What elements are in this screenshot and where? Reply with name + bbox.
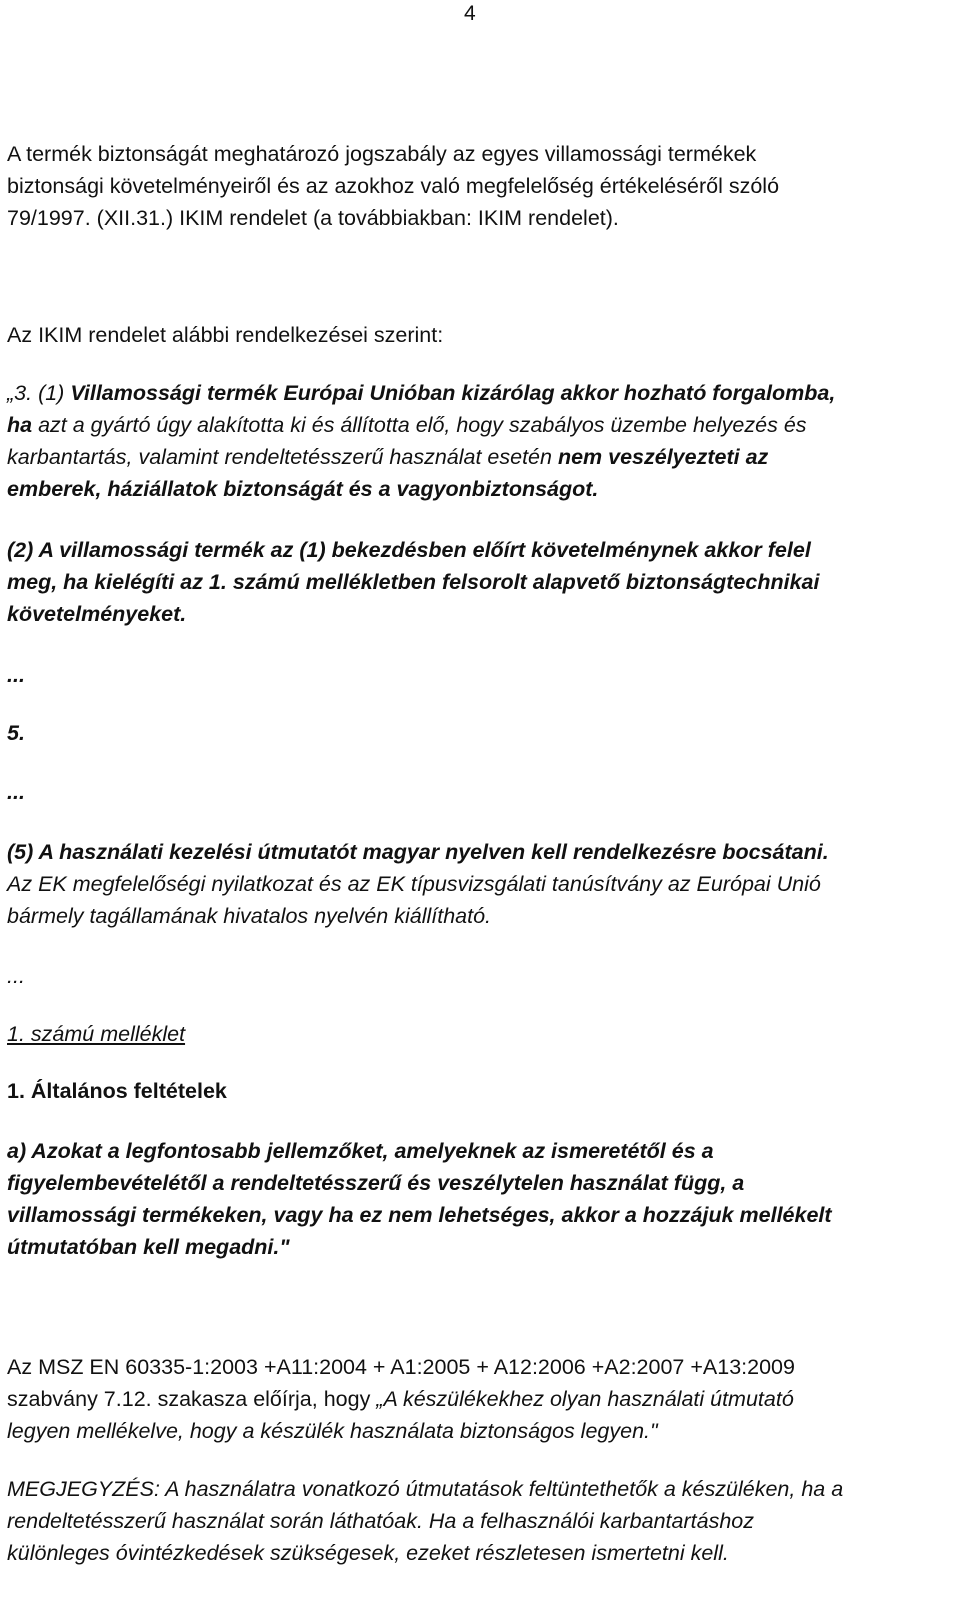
section-3-line-3-bold: nem veszélyezteti az: [557, 445, 769, 469]
section-5-heading: [7, 717, 947, 749]
point-a-line-1: a) Azokat a legfontosabb jellemzőket, amelyeknek az ismeretétől és a: [7, 1139, 714, 1163]
intro-line-3: 79/1997. (XII.31.) IKIM rendelet (a továbbiakban: IKIM rendelet).: [7, 206, 619, 230]
para-5-line-2: Az EK megfelelőségi nyilatkozat és az EK típusvizsgálati tanúsítvány az Európai Unió: [7, 872, 821, 896]
intro-paragraph: [7, 138, 947, 234]
lead-paragraph: [7, 319, 947, 351]
intro-line-2: biztonsági követelményeiről és az azokhoz való megfelelőség értékeléséről szóló: [7, 174, 780, 198]
standard-line-1: Az MSZ EN 60335-1:2003 +A11:2004 + A1:2005 + A12:2006 +A2:2007 +A13:2009: [7, 1355, 795, 1379]
para-5-line-3: bármely tagállamának hivatalos nyelvén kiállítható.: [7, 904, 492, 928]
para-5-line-1: (5) A használati kezelési útmutatót magyar nyelven kell rendelkezésre bocsátani.: [7, 840, 829, 864]
note-line-2: rendeltetésszerű használat során láthatóak. Ha a felhasználói karbantartáshoz: [7, 1509, 754, 1533]
standard-line-2-normal: szabvány 7.12. szakasza előírja, hogy: [7, 1387, 377, 1411]
para-2-line-1: (2) A villamossági termék az (1) bekezdésben előírt követelménynek akkor felel: [7, 538, 811, 562]
annex-title-block: [7, 1018, 947, 1050]
para-2-line-2: meg, ha kielégíti az 1. számú mellékletben felsorolt alapvető biztonságtechnikai: [7, 570, 820, 594]
section-3-line-3-rest: karbantartás, valamint rendeltetésszerű használat esetén: [7, 445, 558, 469]
para-2-line-3: követelményeket.: [7, 602, 187, 626]
section-3-paragraph: [7, 377, 947, 505]
ellipsis-1: ...: [7, 663, 25, 687]
section-5-label: 5.: [7, 721, 25, 745]
lead-line: Az IKIM rendelet alábbi rendelkezései szerint:: [7, 323, 444, 347]
note-line-3: különleges óvintézkedések szükségesek, ezeket részletesen ismertetni kell.: [7, 1541, 729, 1565]
standard-line-3-italic: legyen mellékelve, hogy a készülék használata biztonságos legyen.": [7, 1419, 658, 1443]
annex-title: 1. számú melléklet: [7, 1022, 186, 1046]
page-number: 4: [464, 2, 476, 25]
note-line-1: MEGJEGYZÉS: A használatra vonatkozó útmutatások feltüntethetők a készüléken, ha a: [7, 1477, 844, 1501]
section-3-line-4-bold: emberek, háziállatok biztonságát és a vagyonbiztonságot.: [7, 477, 599, 501]
section-3-line-2-rest: azt a gyártó úgy alakította ki és állította elő, hogy szabályos üzembe helyezés és: [32, 413, 807, 437]
point-a-line-2: figyelembevételétől a rendeltetésszerű és veszélytelen használat függ, a: [7, 1171, 745, 1195]
paragraph-2: [7, 534, 947, 630]
intro-line-1: A termék biztonságát meghatározó jogszabály az egyes villamossági termékek: [7, 142, 757, 166]
ellipsis-2: ...: [7, 780, 25, 804]
point-a-line-3: villamossági termékeken, vagy ha ez nem lehetséges, akkor a hozzájuk mellékelt: [7, 1203, 832, 1227]
section-3-line-1-bold: Villamossági termék Európai Unióban kizárólag akkor hozható forgalomba,: [70, 381, 836, 405]
general-conditions-title: 1. Általános feltételek: [7, 1079, 227, 1103]
ellipsis-3: ...: [7, 964, 25, 988]
standard-line-2-italic: „A készülékekhez olyan használati útmutató: [376, 1387, 794, 1411]
point-a-paragraph: [7, 1135, 947, 1263]
paragraph-5: [7, 836, 947, 932]
standard-paragraph: [7, 1351, 947, 1447]
section-3-line-2-bold: ha: [7, 413, 33, 437]
point-a-line-4: útmutatóban kell megadni.": [7, 1235, 290, 1259]
note-paragraph: [7, 1473, 947, 1569]
section-3-prefix: „3. (1): [7, 381, 71, 405]
